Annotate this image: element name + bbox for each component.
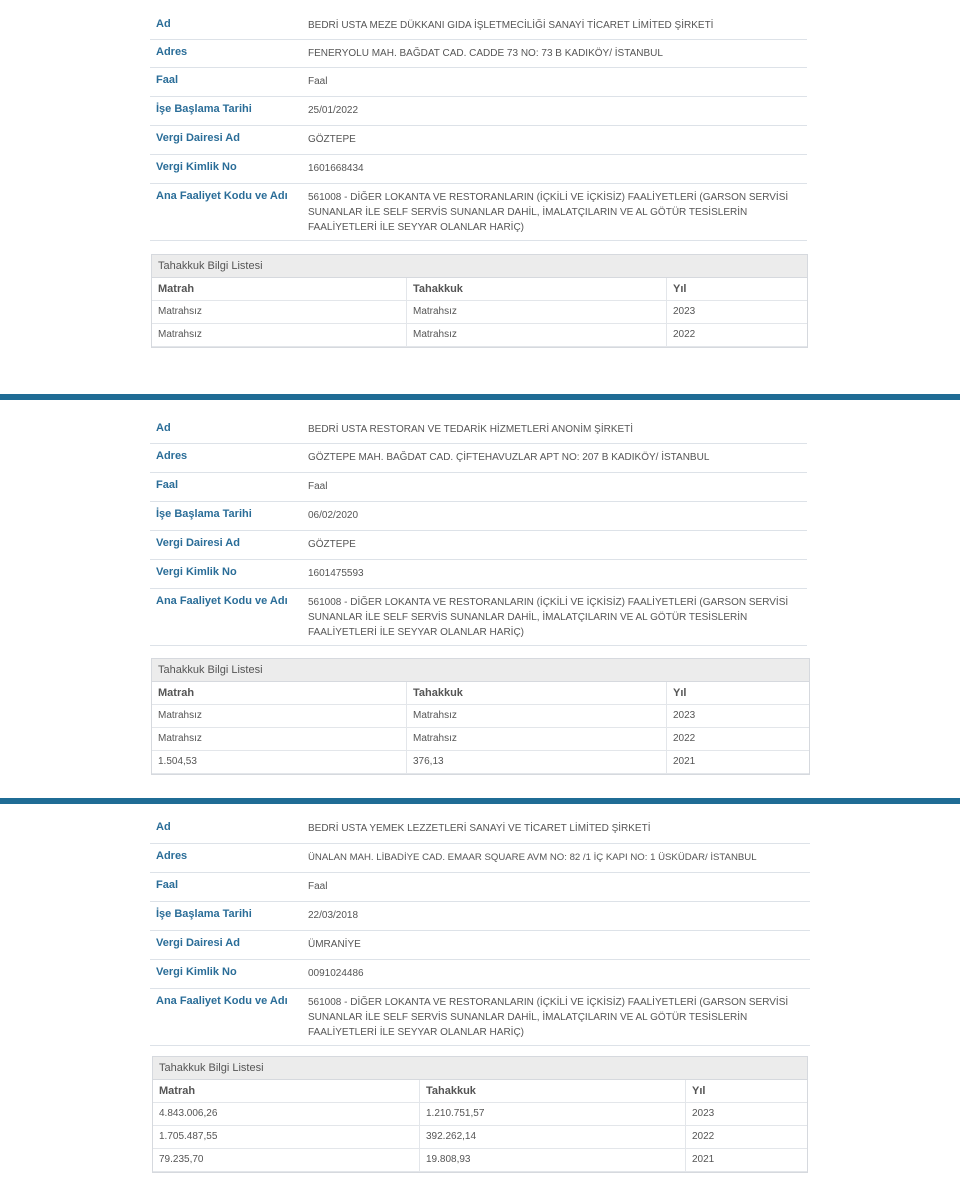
value-ana-faaliyet: 561008 - DİĞER LOKANTA VE RESTORANLARIN (İÇKİLİ VE İÇKİSİZ) FAALİYETLERİ (GARSON SERVİSİ SUNANLAR İLE SELF SERVİS SUNANLAR DAHİL, İMALATÇILARIN VE AL GÖTÜR TESİSLERİN FAALİYETLERİ İLE SEYYAR OLANLAR HARİÇ): [308, 997, 789, 1038]
label-adres: Adres: [156, 850, 188, 862]
value-vergi-kimlik: 1601475593: [308, 568, 364, 579]
row-vergi-dairesi: [150, 531, 807, 560]
tahakkuk-table-3: [152, 1056, 808, 1173]
label-ana-faaliyet: Ana Faaliyet Kodu ve Adı: [156, 190, 288, 202]
label-vergi-kimlik: Vergi Kimlik No: [156, 161, 237, 173]
label-adres: Adres: [156, 46, 188, 58]
value-faal: Faal: [308, 481, 328, 492]
label-faal: Faal: [156, 879, 179, 891]
value-vergi-dairesi: GÖZTEPE: [308, 539, 356, 550]
cell-tahakkuk: 392.262,14: [419, 1126, 685, 1148]
label-ise-baslama: İşe Başlama Tarihi: [156, 508, 252, 520]
label-ad: Ad: [156, 821, 171, 833]
row-adres: [150, 40, 807, 68]
row-ad: [150, 416, 807, 444]
col-matrah: Matrah: [159, 1085, 196, 1097]
table-header: [152, 278, 807, 301]
cell-tahakkuk: 376,13: [406, 751, 666, 773]
table-row: [152, 751, 809, 774]
cell-matrah: Matrahsız: [158, 710, 202, 721]
value-adres: ÜNALAN MAH. LİBADİYE CAD. EMAAR SQUARE AVM NO: 82 /1 İÇ KAPI NO: 1 ÜSKÜDAR/ İSTANBUL: [308, 852, 757, 863]
cell-matrah: 79.235,70: [159, 1154, 204, 1165]
label-ana-faaliyet: Ana Faaliyet Kodu ve Adı: [156, 995, 288, 1007]
label-ad: Ad: [156, 422, 171, 434]
cell-matrah: Matrahsız: [158, 329, 202, 340]
cell-yil: 2022: [685, 1126, 807, 1148]
label-vergi-dairesi: Vergi Dairesi Ad: [156, 132, 240, 144]
section-divider: [0, 798, 960, 804]
cell-matrah: Matrahsız: [158, 306, 202, 317]
value-ise-baslama: 25/01/2022: [308, 105, 359, 116]
table-header: [153, 1080, 807, 1103]
tahakkuk-table-1: [151, 254, 808, 348]
cell-yil: 2021: [666, 751, 809, 773]
cell-matrah: 1.705.487,55: [159, 1131, 218, 1142]
row-vergi-dairesi: [150, 126, 807, 155]
row-ana-faaliyet: [150, 184, 807, 241]
value-adres: FENERYOLU MAH. BAĞDAT CAD. CADDE 73 NO: 73 B KADIKÖY/ İSTANBUL: [308, 48, 663, 59]
table-row: [152, 324, 807, 347]
col-matrah: Matrah: [158, 283, 195, 295]
cell-matrah: 1.504,53: [158, 756, 197, 767]
table-row: [152, 301, 807, 324]
tahakkuk-table-2: [151, 658, 810, 775]
value-ad: BEDRİ USTA RESTORAN VE TEDARİK HİZMETLERİ ANONİM ŞİRKETİ: [308, 424, 634, 435]
cell-tahakkuk: Matrahsız: [406, 324, 666, 346]
row-vergi-kimlik: [150, 155, 807, 184]
value-ana-faaliyet: 561008 - DİĞER LOKANTA VE RESTORANLARIN (İÇKİLİ VE İÇKİSİZ) FAALİYETLERİ (GARSON SERVİSİ SUNANLAR İLE SELF SERVİS SUNANLAR DAHİL, İMALATÇILARIN VE AL GÖTÜR TESİSLERİN FAALİYETLERİ İLE SEYYAR OLANLAR HARİÇ): [308, 192, 789, 233]
cell-yil: 2021: [685, 1149, 807, 1171]
row-ise-baslama: [150, 502, 807, 531]
cell-tahakkuk: Matrahsız: [406, 728, 666, 750]
label-faal: Faal: [156, 74, 179, 86]
col-yil: Yıl: [666, 682, 809, 704]
value-vergi-kimlik: 1601668434: [308, 163, 364, 174]
value-ise-baslama: 06/02/2020: [308, 510, 359, 521]
col-matrah: Matrah: [158, 687, 195, 699]
label-vergi-kimlik: Vergi Kimlik No: [156, 566, 237, 578]
row-adres: [150, 844, 810, 873]
cell-tahakkuk: 19.808,93: [419, 1149, 685, 1171]
row-ana-faaliyet: [150, 989, 810, 1046]
cell-yil: 2022: [666, 324, 807, 346]
col-yil: Yıl: [666, 278, 807, 300]
cell-matrah: Matrahsız: [158, 733, 202, 744]
company-info-3: [150, 815, 810, 1046]
row-ad: [150, 815, 810, 844]
col-tahakkuk: Tahakkuk: [406, 278, 666, 300]
label-adres: Adres: [156, 450, 188, 462]
col-tahakkuk: Tahakkuk: [406, 682, 666, 704]
row-faal: [150, 68, 807, 97]
value-vergi-dairesi: GÖZTEPE: [308, 134, 356, 145]
company-info-1: [150, 12, 807, 241]
value-faal: Faal: [308, 881, 328, 892]
table-caption: Tahakkuk Bilgi Listesi: [153, 1057, 807, 1080]
table-caption: Tahakkuk Bilgi Listesi: [152, 659, 809, 682]
value-vergi-dairesi: ÜMRANİYE: [308, 939, 361, 950]
row-vergi-kimlik: [150, 560, 807, 589]
row-faal: [150, 473, 807, 502]
label-faal: Faal: [156, 479, 179, 491]
value-ad: BEDRİ USTA YEMEK LEZZETLERİ SANAYİ VE TİCARET LİMİTED ŞİRKETİ: [308, 823, 651, 834]
cell-tahakkuk: Matrahsız: [406, 705, 666, 727]
row-ana-faaliyet: [150, 589, 807, 646]
table-row: [152, 705, 809, 728]
label-ise-baslama: İşe Başlama Tarihi: [156, 103, 252, 115]
table-row: [153, 1103, 807, 1126]
value-faal: Faal: [308, 76, 328, 87]
label-ad: Ad: [156, 18, 171, 30]
label-ana-faaliyet: Ana Faaliyet Kodu ve Adı: [156, 595, 288, 607]
table-row: [152, 728, 809, 751]
label-vergi-dairesi: Vergi Dairesi Ad: [156, 937, 240, 949]
value-vergi-kimlik: 0091024486: [308, 968, 364, 979]
row-adres: [150, 444, 807, 473]
col-tahakkuk: Tahakkuk: [419, 1080, 685, 1102]
cell-tahakkuk: 1.210.751,57: [419, 1103, 685, 1125]
value-ise-baslama: 22/03/2018: [308, 910, 359, 921]
section-divider: [0, 394, 960, 400]
label-vergi-kimlik: Vergi Kimlik No: [156, 966, 237, 978]
cell-yil: 2023: [666, 301, 807, 323]
value-adres: GÖZTEPE MAH. BAĞDAT CAD. ÇİFTEHAVUZLAR APT NO: 207 B KADIKÖY/ İSTANBUL: [308, 452, 710, 463]
row-faal: [150, 873, 810, 902]
row-vergi-kimlik: [150, 960, 810, 989]
label-ise-baslama: İşe Başlama Tarihi: [156, 908, 252, 920]
value-ana-faaliyet: 561008 - DİĞER LOKANTA VE RESTORANLARIN (İÇKİLİ VE İÇKİSİZ) FAALİYETLERİ (GARSON SERVİSİ SUNANLAR İLE SELF SERVİS SUNANLAR DAHİL, İMALATÇILARIN VE AL GÖTÜR TESİSLERİN FAALİYETLERİ İLE SEYYAR OLANLAR HARİÇ): [308, 597, 789, 638]
table-header: [152, 682, 809, 705]
label-vergi-dairesi: Vergi Dairesi Ad: [156, 537, 240, 549]
table-row: [153, 1149, 807, 1172]
cell-yil: 2023: [666, 705, 809, 727]
cell-matrah: 4.843.006,26: [159, 1108, 218, 1119]
value-ad: BEDRİ USTA MEZE DÜKKANI GIDA İŞLETMECİLİĞİ SANAYİ TİCARET LİMİTED ŞİRKETİ: [308, 20, 714, 31]
row-vergi-dairesi: [150, 931, 810, 960]
table-row: [153, 1126, 807, 1149]
row-ise-baslama: [150, 97, 807, 126]
cell-yil: 2023: [685, 1103, 807, 1125]
company-info-2: [150, 416, 807, 646]
row-ise-baslama: [150, 902, 810, 931]
row-ad: [150, 12, 807, 40]
cell-yil: 2022: [666, 728, 809, 750]
cell-tahakkuk: Matrahsız: [406, 301, 666, 323]
col-yil: Yıl: [685, 1080, 807, 1102]
table-caption: Tahakkuk Bilgi Listesi: [152, 255, 807, 278]
